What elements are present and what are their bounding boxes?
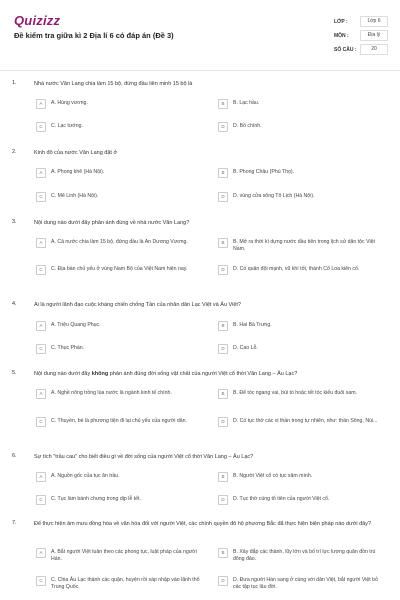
option-letter: A (36, 168, 46, 178)
header-divider (0, 70, 400, 71)
option-letter: B (218, 99, 228, 109)
question-text-start: Nội dung nào dưới đây (34, 371, 92, 377)
option-letter: C (36, 417, 46, 427)
option-letter: D (218, 192, 228, 202)
option-letter: C (36, 192, 46, 202)
option-text: A. Nghề nông trồng lúa nước là ngành kinh tế chính. (51, 390, 172, 396)
question-number: 7. (12, 520, 17, 526)
option-letter: C (36, 495, 46, 505)
meta-value-count: 20 (360, 44, 388, 55)
document-header (0, 0, 400, 64)
option-letter: D (218, 265, 228, 275)
option-letter: D (218, 417, 228, 427)
question-text: Để thực hiện âm mưu đồng hóa về văn hóa đối với người Việt, các chính quyền đô hộ phương Bắc đã thực hiện biện pháp nào dưới đây? (34, 521, 371, 527)
meta-label-count: SỐ CÂU : (334, 47, 357, 53)
page-title: Đề kiểm tra giữa kì 2 Địa lí 6 có đáp án (Đề 3) (14, 31, 174, 40)
question-text: Sự tích "trầu cau" cho biết điều gì về đời sống của người Việt cổ thời Văn Lang – Âu Lạc? (34, 454, 254, 460)
question-text (34, 370, 384, 378)
option-text: C. Tục làm bánh chưng trong dịp lễ tết. (51, 496, 141, 502)
option-text: D. Tục thờ cúng tổ tiên của người Việt cổ. (233, 496, 330, 502)
option-text: B. Mở ra thời kì dựng nước đầu tiên trong lịch sử dân tộc Việt Nam. (233, 239, 375, 252)
question-text: Ai là người lãnh đạo cuộc kháng chiến chống Tần của nhân dân Lạc Việt và Âu Việt? (34, 302, 241, 308)
option-letter: B (218, 321, 228, 331)
option-letter: D (218, 122, 228, 132)
option-letter: A (36, 321, 46, 331)
option-letter: B (218, 389, 228, 399)
option-text: D. Bồ chính. (233, 123, 262, 129)
quizizz-logo[interactable]: Quizizz (14, 13, 61, 28)
option-letter: D (218, 495, 228, 505)
meta-value-class: Lớp 6 (360, 16, 388, 27)
option-text: C. Mê Linh (Hà Nội). (51, 193, 99, 199)
question-number: 4. (12, 301, 17, 307)
option-text: D. Có tục thờ các vị thần trong tự nhiên, như: thần Sông, Núi... (233, 418, 378, 424)
option-text: A. Bắt người Việt tuân theo các phong tục, luật pháp của người Hán. (51, 549, 197, 562)
question-text: Nội dung nào dưới đây phản ánh đúng về nhà nước Văn Lang? (34, 220, 190, 226)
option-text: A. Triệu Quang Phục. (51, 322, 101, 328)
option-text: D. vùng cửa sông Tô Lịch (Hà Nội). (233, 193, 315, 199)
option-letter: C (36, 265, 46, 275)
question-text: Nhà nước Văn Lang chia làm 15 bộ, đứng đầu liên minh 15 bộ là (34, 81, 193, 87)
option-text: A. Nguồn gốc của tục ăn trầu. (51, 473, 120, 479)
option-text: D. Đưa người Hán sang ở cùng với dân Việt, bắt người Việt bỏ các tập tục lâu đời. (233, 577, 378, 590)
option-text: A. Phong khê (Hà Nội). (51, 169, 105, 175)
option-letter: B (218, 472, 228, 482)
option-letter: B (218, 548, 228, 558)
option-letter: A (36, 389, 46, 399)
option-text: B. Để tóc ngang vai, búi tó hoặc tết tóc kiểu đuôi sam. (233, 390, 357, 396)
option-letter: A (36, 472, 46, 482)
option-text: C. Chia Âu Lạc thành các quận, huyện rồi sáp nhập vào lãnh thổ Trung Quốc. (51, 577, 200, 590)
question-text-end: phản ánh đúng đời sống vật chất của người Việt cổ thời Văn Lang – Âu Lạc? (108, 371, 298, 377)
question-number: 1. (12, 80, 17, 86)
question-text-emphasis: không (91, 371, 109, 377)
option-letter: A (36, 238, 46, 248)
option-text: C. Thuyền, bè là phương tiện đi lại chủ yếu của người dân. (51, 418, 187, 424)
option-letter: A (36, 99, 46, 109)
option-letter: C (36, 344, 46, 354)
option-text: B. Lạc hầu. (233, 100, 260, 106)
option-letter: D (218, 344, 228, 354)
option-letter: D (218, 576, 228, 586)
meta-label-subject: MÔN : (334, 33, 349, 39)
option-text: C. Địa bàn chủ yếu ở vùng Nam Bộ của Việt Nam hiện nay. (51, 266, 188, 272)
meta-value-subject: Địa lý (360, 30, 388, 41)
question-number: 3. (12, 219, 17, 225)
option-letter: C (36, 122, 46, 132)
question-number: 5. (12, 370, 17, 376)
option-text: B. Xây đắp các thành, lũy lớn và bố trí lực lượng quân đồn trú đông đảo. (233, 549, 376, 562)
option-letter: B (218, 168, 228, 178)
option-text: C. Lạc tướng. (51, 123, 83, 129)
option-text: B. Phong Châu (Phú Thọ). (233, 169, 295, 175)
option-text: D. Có quân đội mạnh, vũ khí tốt, thành Cổ Loa kiên cố. (233, 266, 360, 272)
option-text: B. Hai Bà Trưng. (233, 322, 272, 328)
question-number: 2. (12, 149, 17, 155)
option-text: C. Thục Phán. (51, 345, 85, 351)
option-text: D. Cao Lỗ. (233, 345, 258, 351)
option-letter: B (218, 238, 228, 248)
option-text: A. Cả nước chia làm 15 bộ, đứng đầu là An Dương Vương. (51, 239, 188, 245)
option-letter: A (36, 548, 46, 558)
question-number: 6. (12, 453, 17, 459)
option-text: A. Hùng vương. (51, 100, 88, 106)
question-text: Kinh đô của nước Văn Lang đặt ở (34, 150, 118, 156)
option-letter: C (36, 576, 46, 586)
option-text: B. Người Việt cổ có tục xăm mình. (233, 473, 313, 479)
meta-label-class: LỚP : (334, 19, 348, 25)
